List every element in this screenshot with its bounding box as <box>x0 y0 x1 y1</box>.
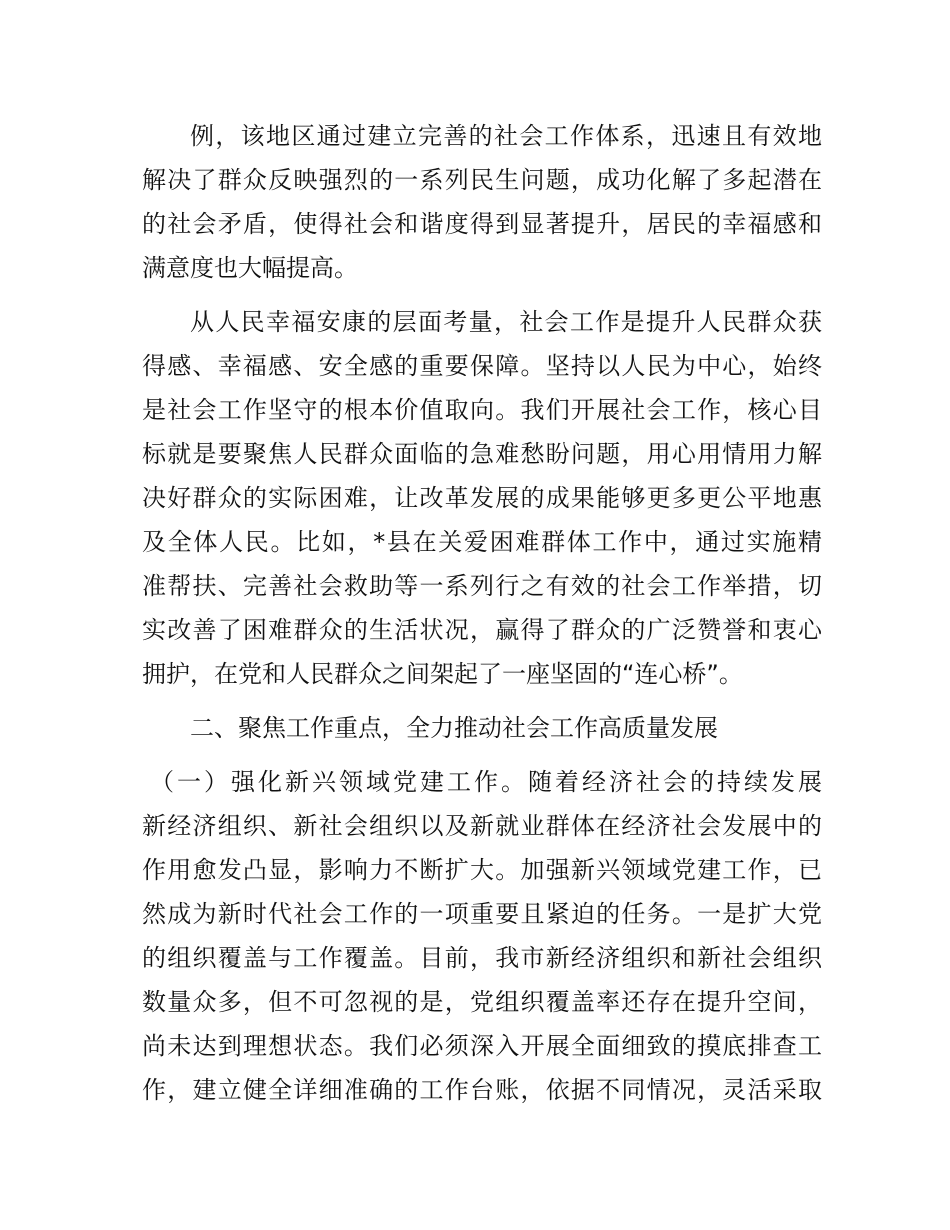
paragraph-3-line-3: 作用愈发凸显，影响力不断扩大。加强新兴领域党建工作，已 <box>142 856 822 884</box>
paragraph-2-line-1: 从人民幸福安康的层面考量，社会工作是提升人民群众获 <box>190 308 822 336</box>
paragraph-2-line-4: 标就是要聚焦人民群众面临的急难愁盼问题，用心用情用力解 <box>142 440 822 468</box>
paragraph-1-line-4: 满意度也大幅提高。 <box>142 254 358 282</box>
paragraph-2-line-2: 得感、幸福感、安全感的重要保障。坚持以人民为中心，始终 <box>142 352 822 380</box>
paragraph-2-line-7: 准帮扶、完善社会救助等一系列行之有效的社会工作举措，切 <box>142 572 822 600</box>
paragraph-3-line-6: 数量众多，但不可忽视的是，党组织覆盖率还存在提升空间， <box>142 988 822 1016</box>
paragraph-1-line-1: 例，该地区通过建立完善的社会工作体系，迅速且有效地 <box>190 122 822 150</box>
paragraph-1-line-2: 解决了群众反映强烈的一系列民生问题，成功化解了多起潜在 <box>142 166 822 194</box>
paragraph-2-line-8: 实改善了困难群众的生活状况，赢得了群众的广泛赞誉和衷心 <box>142 616 822 644</box>
paragraph-3-line-2: 新经济组织、新社会组织以及新就业群体在经济社会发展中的 <box>142 812 822 840</box>
paragraph-3-line-8: 作，建立健全详细准确的工作台账，依据不同情况，灵活采取 <box>142 1076 822 1104</box>
section-heading: 二、聚焦工作重点，全力推动社会工作高质量发展 <box>190 714 718 742</box>
paragraph-3-line-1: （一）强化新兴领域党建工作。随着经济社会的持续发展 <box>150 768 822 796</box>
paragraph-3-line-7: 尚未达到理想状态。我们必须深入开展全面细致的摸底排查工 <box>142 1032 822 1060</box>
paragraph-3-line-4: 然成为新时代社会工作的一项重要且紧迫的任务。一是扩大党 <box>142 900 822 928</box>
paragraph-3-line-5: 的组织覆盖与工作覆盖。目前，我市新经济组织和新社会组织 <box>142 944 822 972</box>
paragraph-2-line-6: 及全体人民。比如，*县在关爱困难群体工作中，通过实施精 <box>142 528 822 556</box>
paragraph-2-line-9: 拥护，在党和人民群众之间架起了一座坚固的“连心桥”。 <box>142 660 743 688</box>
paragraph-2-line-3: 是社会工作坚守的根本价值取向。我们开展社会工作，核心目 <box>142 396 822 424</box>
paragraph-2-line-5: 决好群众的实际困难，让改革发展的成果能够更多更公平地惠 <box>142 484 822 512</box>
paragraph-1-line-3: 的社会矛盾，使得社会和谐度得到显著提升，居民的幸福感和 <box>142 210 822 238</box>
